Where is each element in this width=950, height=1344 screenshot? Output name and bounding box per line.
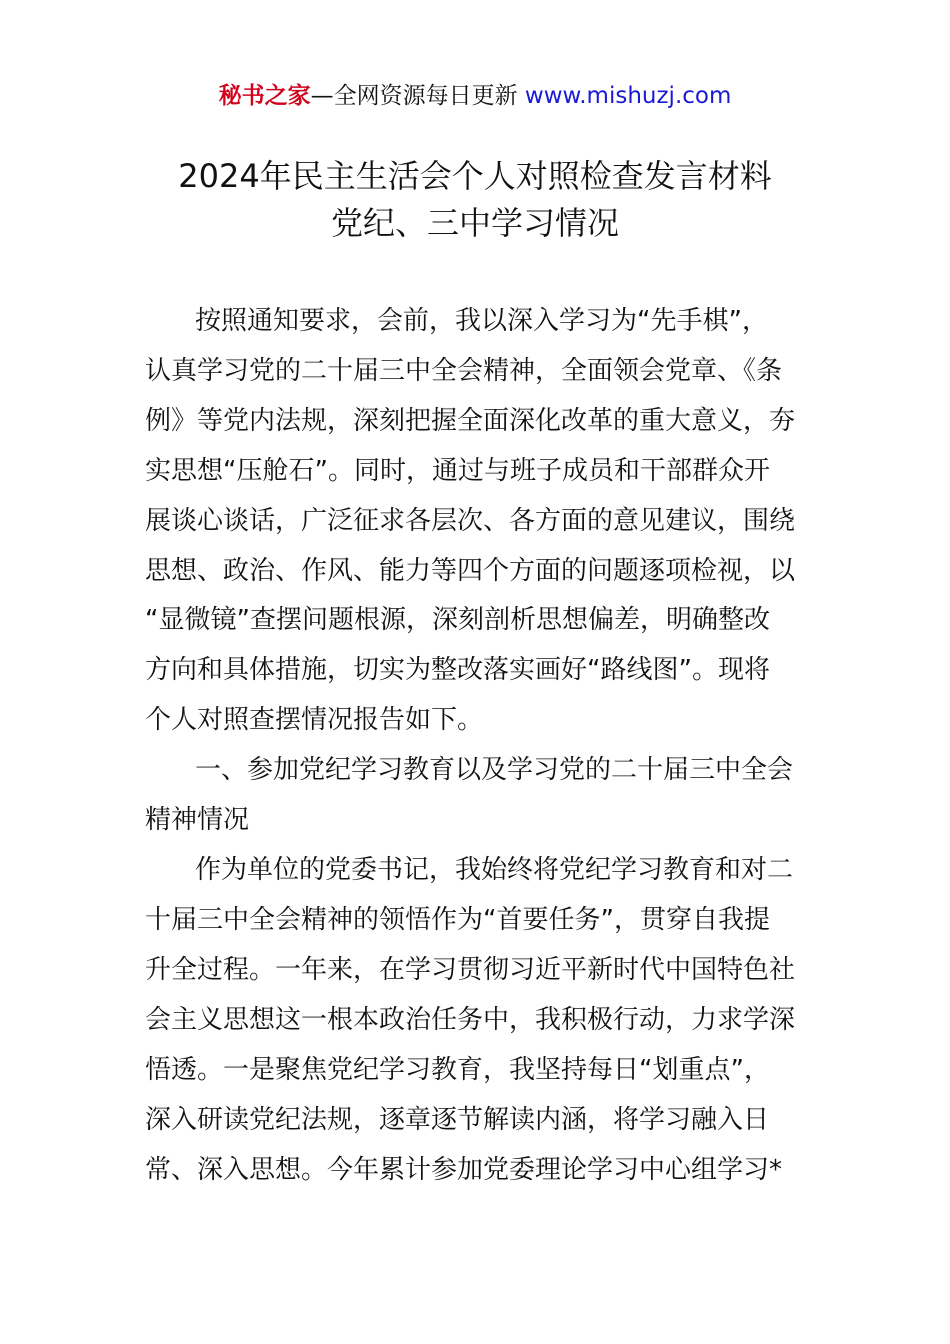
paragraph-line: 认真学习党的二十届三中全会精神，全面领会党章、《条 bbox=[145, 356, 783, 386]
paragraph-line: 例》等党内法规，深刻把握全面深化改革的重大意义，夯 bbox=[145, 406, 796, 436]
paragraph-line: 升全过程。一年来，在学习贯彻习近平新时代中国特色社 bbox=[145, 955, 796, 985]
header-tagline: —全网资源每日更新 bbox=[310, 83, 518, 109]
paragraph-line: 十届三中全会精神的领悟作为“首要任务”，贯穿自我提 bbox=[145, 905, 770, 935]
paragraph-line: 个人对照查摆情况报告如下。 bbox=[145, 705, 484, 735]
brand-name: 秘书之家 bbox=[218, 83, 311, 109]
paragraph-line: 实思想“压舱石”。同时，通过与班子成员和干部群众开 bbox=[145, 456, 770, 486]
paragraph-line: 会主义思想这一根本政治任务中，我积极行动，力求学深 bbox=[145, 1005, 796, 1035]
paragraph-line: 作为单位的党委书记，我始终将党纪学习教育和对二 bbox=[195, 855, 794, 885]
paragraph-line: 常、深入思想。今年累计参加党委理论学习中心组学习* bbox=[145, 1155, 783, 1185]
paragraph-line: 方向和具体措施，切实为整改落实画好“路线图”。现将 bbox=[145, 655, 770, 685]
document-title: 2024年民主生活会个人对照检查发言材料 bbox=[178, 157, 772, 195]
document-subtitle: 党纪、三中学习情况 bbox=[330, 204, 619, 242]
paragraph-line: 思想、政治、作风、能力等四个方面的问题逐项检视，以 bbox=[145, 556, 796, 586]
paragraph-line: 深入研读党纪法规，逐章逐节解读内涵，将学习融入日 bbox=[145, 1105, 770, 1135]
section-heading: 一、参加党纪学习教育以及学习党的二十届三中全会 bbox=[195, 755, 794, 785]
site-url-link[interactable]: www.mishuzj.com bbox=[524, 83, 732, 109]
site-header bbox=[0, 80, 950, 112]
section-heading: 精神情况 bbox=[145, 805, 250, 835]
paragraph-line: 悟透。一是聚焦党纪学习教育，我坚持每日“划重点”， bbox=[145, 1055, 770, 1085]
paragraph-line: 按照通知要求，会前，我以深入学习为“先手棋”， bbox=[195, 306, 768, 336]
paragraph-line: “显微镜”查摆问题根源，深刻剖析思想偏差，明确整改 bbox=[145, 605, 770, 635]
paragraph-line: 展谈心谈话，广泛征求各层次、各方面的意见建议，围绕 bbox=[145, 506, 796, 536]
